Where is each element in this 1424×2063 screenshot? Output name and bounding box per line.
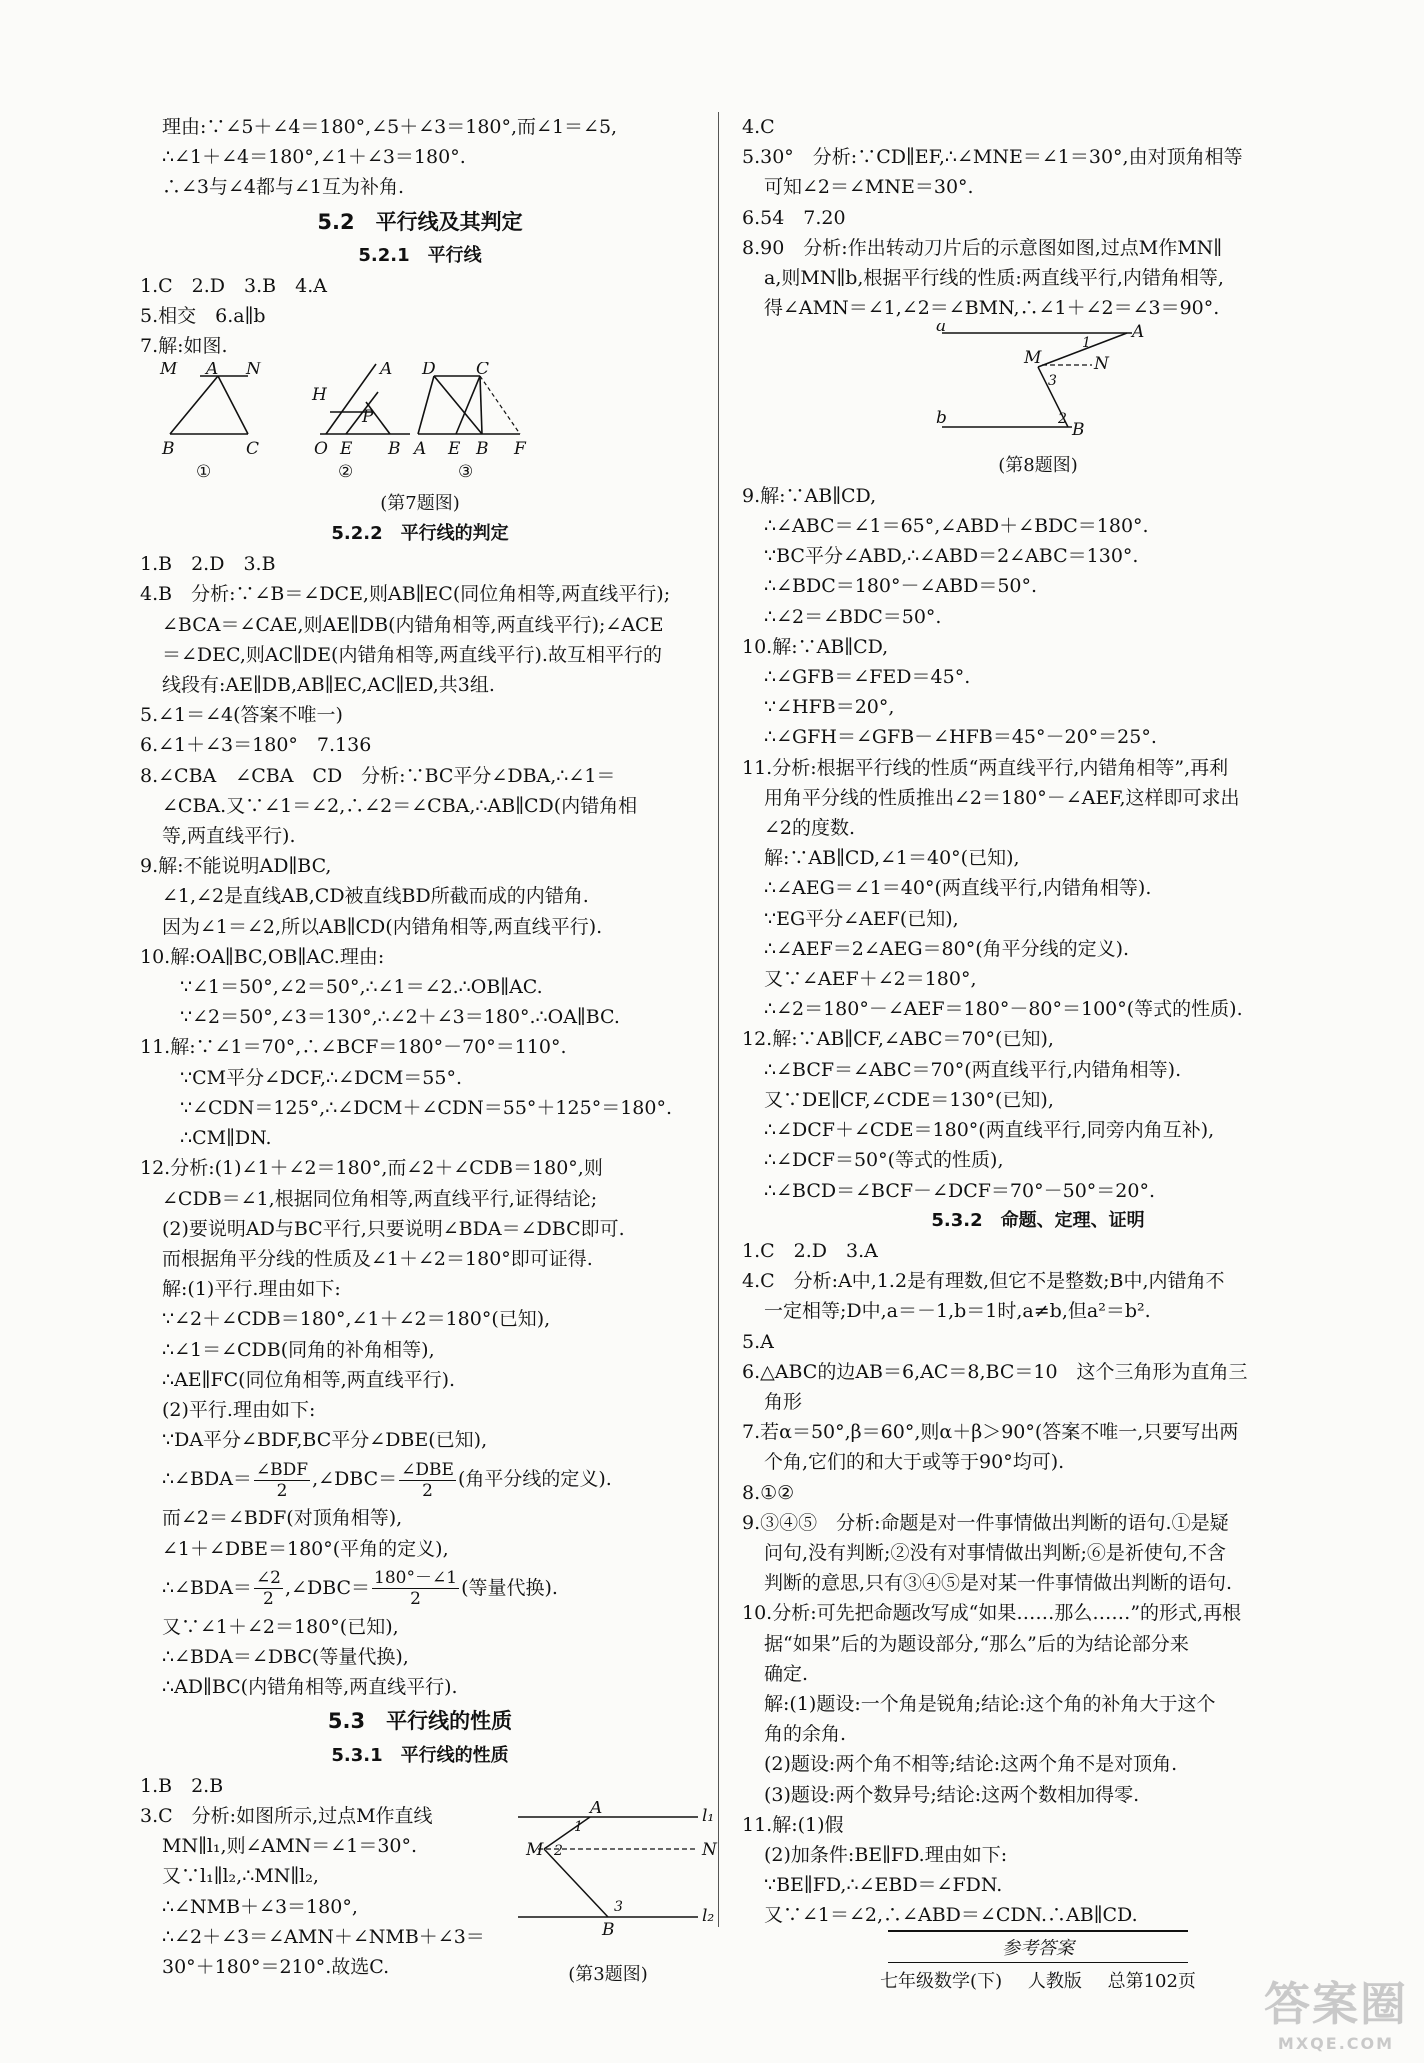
figure-8 — [742, 323, 1334, 480]
text-line: 1.B 2.B — [140, 1774, 224, 1797]
figure-3-diagram — [518, 1801, 718, 1951]
svg-text:③: ③ — [458, 461, 474, 480]
block-top — [140, 112, 700, 203]
text-line: 12.解:∵AB∥CF,∠ABC＝70°(已知), — [742, 1028, 1054, 1051]
figure-8-diagram — [742, 323, 1334, 441]
text-line: a,则MN∥b,根据平行线的性质:两直线平行,内错角相等, — [764, 267, 1224, 290]
svg-text:2: 2 — [554, 1842, 563, 1859]
text-line: 角形 — [764, 1390, 803, 1413]
svg-text:N: N — [702, 1839, 717, 1860]
svg-text:C: C — [246, 438, 260, 459]
text-line: 8.∠CBA ∠CBA CD 分析:∵BC平分∠DBA,∴∠1＝ — [140, 764, 616, 787]
text-line: 9.③④⑤ 分析:命题是对一件事情做出判断的语句.①是疑 — [742, 1511, 1229, 1534]
svg-text:N: N — [1094, 354, 1109, 375]
text-line: 6.∠1＋∠3＝180° 7.136 — [140, 734, 372, 757]
text-line: 12.分析:(1)∠1＋∠2＝180°,而∠2＋∠CDB＝180°,则 — [140, 1157, 603, 1180]
text-line: ∵EG平分∠AEF(已知), — [764, 907, 959, 930]
svg-text:H: H — [312, 384, 327, 405]
text-line: ∴CM∥DN. — [180, 1127, 272, 1150]
figure-3 — [518, 1801, 718, 1990]
text-line: 而∠2＝∠BDF(对顶角相等), — [162, 1507, 403, 1530]
text-line: 又∵DE∥CF,∠CDE＝130°(已知), — [764, 1088, 1054, 1111]
section-title-5-3: 5.3 平行线的性质 — [327, 1709, 513, 1734]
text-line: ∴∠BCD＝∠BCF－∠DCF＝70°－50°＝20°. — [764, 1179, 1155, 1202]
svg-text:①: ① — [196, 461, 212, 480]
text-line: (2)要说明AD与BC平行,只要说明∠BDA＝∠DBC即可. — [162, 1217, 625, 1240]
text-line: 10.解:OA∥BC,OB∥AC.理由: — [140, 945, 385, 968]
svg-text:N: N — [246, 361, 261, 379]
svg-text:A: A — [380, 361, 393, 379]
footer-grade: 七年级数学(下) — [880, 1971, 1003, 1992]
svg-text:2: 2 — [1058, 411, 1067, 428]
text-line: ＝∠DEC,则AC∥DE(内错角相等,两直线平行).故互相平行的 — [162, 643, 662, 666]
text-line: ∵∠HFB＝20°, — [764, 696, 895, 719]
svg-text:A: A — [206, 361, 219, 379]
footer-edition: 人教版 — [1027, 1971, 1082, 1992]
text-line: 7.若α＝50°,β＝60°,则α＋β＞90°(答案不唯一,只要写出两 — [742, 1421, 1239, 1444]
text-line: 4.B 分析:∵∠B＝∠DCE,则AB∥EC(同位角相等,两直线平行); — [140, 583, 671, 606]
text-line: 5.∠1＝∠4(答案不唯一) — [140, 704, 343, 727]
svg-text:A: A — [1132, 323, 1145, 343]
svg-text:E: E — [448, 438, 461, 459]
text-line: (2)平行.理由如下: — [162, 1398, 316, 1421]
text-line: ∠BCA＝∠CAE,则AE∥DB(内错角相等,两直线平行);∠ACE — [162, 613, 664, 636]
text-line: 5.相交 6.a∥b — [140, 305, 266, 328]
text-line: ∴AD∥BC(内错角相等,两直线平行). — [162, 1676, 458, 1699]
text-line: 又∵∠AEF＋∠2＝180°, — [764, 968, 977, 991]
text-line: ∴∠ABC＝∠1＝65°,∠ABD＋∠BDC＝180°. — [764, 515, 1149, 538]
right-column — [742, 112, 1334, 1931]
watermark-site: MXQE.COM — [1277, 2034, 1395, 2053]
text-line: ∴∠2＝180°－∠AEF＝180°－80°＝100°(等式的性质). — [764, 998, 1243, 1021]
figure-7 — [140, 362, 700, 519]
text-line: MN∥l₁,则∠AMN＝∠1＝30°. — [162, 1835, 418, 1858]
text-line: 角的余角. — [764, 1723, 847, 1746]
text-line: ∴∠2＋∠3＝∠AMN＋∠NMB＋∠3＝ — [162, 1925, 485, 1948]
text-line: 8.90 分析:作出转动刀片后的示意图如图,过点M作MN∥ — [742, 236, 1223, 259]
text-line: 而根据角平分线的性质及∠1＋∠2＝180°即可证得. — [162, 1247, 593, 1270]
figure-8-caption: (第8题图) — [998, 454, 1078, 476]
svg-text:l₂: l₂ — [702, 1905, 715, 1926]
text-line: ∴∠BCF＝∠ABC＝70°(两直线平行,内错角相等). — [764, 1058, 1182, 1081]
text-line: ∴∠3与∠4都与∠1互为补角. — [162, 176, 405, 199]
svg-text:l₁: l₁ — [702, 1805, 715, 1826]
fraction-line-2: ∴∠BDA＝ $\frac{\angle 2}{2}$ ,∠DBC＝ $\frac{180^\circ-\angle 1}{2}$ (等量代换). — [162, 1568, 558, 1610]
svg-text:M: M — [1024, 348, 1042, 369]
text-line: 确定. — [764, 1662, 809, 1685]
text-line: ∵CM平分∠DCF,∴∠DCM＝55°. — [180, 1066, 462, 1089]
text-line: ∠2的度数. — [764, 817, 856, 840]
text-line: 线段有:AE∥DB,AB∥EC,AC∥ED,共3组. — [162, 674, 495, 697]
text-line: 用角平分线的性质推出∠2＝180°－∠AEF,这样即可求出 — [764, 786, 1240, 809]
text-line: ∵∠1＝50°,∠2＝50°,∴∠1＝∠2.∴OB∥AC. — [180, 976, 543, 999]
text-line: 8.①② — [742, 1481, 795, 1504]
text-line: 5.30° 分析:∵CD∥EF,∴∠MNE＝∠1＝30°,由对顶角相等 — [742, 146, 1243, 169]
text-line: 11.解:∵∠1＝70°,∴∠BCF＝180°－70°＝110°. — [140, 1036, 567, 1059]
text-line: 解:(1)平行.理由如下: — [162, 1278, 341, 1301]
svg-text:A: A — [590, 1800, 603, 1818]
section-title-5-2: 5.2 平行线及其判定 — [317, 209, 523, 234]
text-line: 解:(1)题设:一个角是锐角;结论:这个角的补角大于这个 — [764, 1692, 1216, 1715]
svg-text:B: B — [1072, 420, 1085, 441]
figure-7-caption: (第7题图) — [380, 492, 460, 514]
text-line: ∵∠2＋∠CDB＝180°,∠1＋∠2＝180°(已知), — [162, 1308, 551, 1331]
text-line: 7.解:如图. — [140, 335, 228, 358]
text-line: 一定相等;D中,a＝－1,b＝1时,a≠b,但a²＝b². — [764, 1300, 1151, 1323]
text-line: 1.C 2.D 3.B 4.A — [140, 275, 327, 298]
footer-title: 参考答案 — [888, 1930, 1188, 1963]
text-line: 理由:∵∠5＋∠4＝180°,∠5＋∠3＝180°,而∠1＝∠5, — [162, 116, 618, 138]
figure-3-caption: (第3题图) — [568, 1963, 648, 1985]
text-line: ∴∠AEF＝2∠AEG＝80°(角平分线的定义). — [764, 937, 1130, 960]
svg-text:D: D — [422, 361, 436, 379]
subsection-title-5-3-1: 5.3.1 平行线的性质 — [331, 1744, 509, 1766]
text-line: ∴∠GFB＝∠FED＝45°. — [764, 666, 971, 689]
svg-text:B: B — [476, 438, 489, 459]
text-line: 30°＋180°＝210°.故选C. — [162, 1955, 390, 1978]
figure-7-diagram — [140, 362, 700, 480]
subsection-title-5-2-1: 5.2.1 平行线 — [358, 244, 482, 266]
svg-text:E: E — [340, 438, 353, 459]
footer-page-number: 总第102页 — [1107, 1971, 1196, 1992]
text-line: 6.△ABC的边AB＝6,AC＝8,BC＝10 这个三角形为直角三 — [742, 1360, 1248, 1383]
svg-text:O: O — [314, 438, 328, 459]
svg-text:C: C — [476, 361, 490, 379]
text-line: 6.54 7.20 — [742, 206, 846, 229]
text-line: ∠1,∠2是直线AB,CD被直线BD所截而成的内错角. — [162, 885, 589, 908]
text-line: 又∵l₁∥l₂,∴MN∥l₂, — [162, 1865, 319, 1888]
text-line: 据“如果”后的为题设部分,“那么”后的为结论部分来 — [764, 1632, 1189, 1655]
text-line: (2)加条件:BE∥FD.理由如下: — [764, 1843, 1008, 1866]
svg-text:B: B — [162, 438, 175, 459]
text-line: ∠CBA.又∵∠1＝∠2,∴∠2＝∠CBA,∴AB∥CD(内错角相 — [162, 794, 638, 817]
text-line: ∴∠NMB＋∠3＝180°, — [162, 1895, 358, 1918]
text-line: ∴∠DCF＝50°(等式的性质), — [764, 1149, 1004, 1172]
fraction-line-1: ∴∠BDA＝ $\frac{\text{∠BDF}}{2}$ ,∠DBC＝ $\frac{\text{∠DBE}}{2}$ (角平分线的定义). — [162, 1459, 612, 1501]
svg-text:B: B — [602, 1919, 615, 1940]
text-line: 解:∵AB∥CD,∠1＝40°(已知), — [764, 847, 1020, 870]
text-line: 9.解:不能说明AD∥BC, — [140, 855, 332, 878]
subsection-title-5-3-2: 5.3.2 命题、定理、证明 — [931, 1209, 1145, 1231]
text-line: ∴∠AEG＝∠1＝40°(两直线平行,内错角相等). — [764, 877, 1152, 900]
footer-info — [742, 1967, 1334, 1993]
svg-text:A: A — [414, 438, 427, 459]
text-line: 3.C 分析:如图所示,过点M作直线 — [140, 1804, 433, 1827]
text-line: 9.解:∵AB∥CD, — [742, 484, 877, 507]
svg-text:M: M — [160, 361, 178, 379]
text-line: 等,两直线平行). — [162, 825, 296, 848]
text-line: (3)题设:两个数异号;结论:这两个数相加得零. — [764, 1783, 1140, 1806]
text-line: 5.A — [742, 1330, 774, 1353]
text-line: 个角,它们的和大于或等于90°均可). — [764, 1451, 1065, 1474]
text-line: 可知∠2＝∠MNE＝30°. — [764, 176, 974, 199]
text-line: ∵∠CDN＝125°,∴∠DCM＋∠CDN＝55°＋125°＝180°. — [180, 1096, 673, 1119]
watermark-logo — [1264, 1968, 1408, 2053]
text-line: 又∵∠1＝∠2,∴∠ABD＝∠CDN.∴AB∥CD. — [764, 1904, 1138, 1927]
text-line: ∴∠GFH＝∠GFB－∠HFB＝45°－20°＝25°. — [764, 726, 1157, 749]
svg-text:1: 1 — [574, 1818, 583, 1835]
svg-text:3: 3 — [614, 1898, 623, 1915]
text-line: 问句,没有判断;②没有对事情做出判断;⑥是祈使句,不含 — [764, 1541, 1226, 1564]
text-line: 4.C 分析:A中,1.2是有理数,但它不是整数;B中,内错角不 — [742, 1270, 1225, 1293]
text-line: 10.解:∵AB∥CD, — [742, 635, 889, 658]
watermark-text: 答案圈 — [1264, 1977, 1408, 2031]
column-divider — [718, 112, 719, 1927]
page-footer — [742, 1930, 1334, 1993]
text-line: ∴∠2＝∠BDC＝50°. — [764, 605, 942, 628]
text-line: 1.B 2.D 3.B — [140, 553, 276, 576]
svg-text:1: 1 — [1082, 335, 1091, 352]
text-line: ∴∠BDC＝180°－∠ABD＝50°. — [764, 575, 1038, 598]
text-line: 10.分析:可先把命题改写成“如果……那么……”的形式,再根 — [742, 1602, 1242, 1625]
text-line: 因为∠1＝∠2,所以AB∥CD(内错角相等,两直线平行). — [162, 915, 603, 938]
svg-text:②: ② — [338, 461, 354, 480]
text-line: ∵BC平分∠ABD,∴∠ABD＝2∠ABC＝130°. — [764, 545, 1139, 568]
text-line: (2)题设:两个角不相等;结论:这两个角不是对顶角. — [764, 1753, 1178, 1776]
text-line: ∴∠DCF＋∠CDE＝180°(两直线平行,同旁内角互补), — [764, 1119, 1215, 1142]
svg-text:M: M — [526, 1839, 544, 1860]
text-line: ∠1＋∠DBE＝180°(平角的定义), — [162, 1537, 449, 1560]
svg-text:b: b — [936, 408, 947, 429]
text-line: ∠CDB＝∠1,根据同位角相等,两直线平行,证得结论; — [162, 1187, 598, 1210]
text-line: ∴AE∥FC(同位角相等,两直线平行). — [162, 1368, 456, 1391]
left-column — [140, 112, 717, 1985]
text-line: 4.C — [742, 116, 775, 138]
text-line: ∵∠2＝50°,∠3＝130°,∴∠2＋∠3＝180°.∴OA∥BC. — [180, 1006, 620, 1029]
text-line: ∴∠BDA＝∠DBC(等量代换), — [162, 1645, 409, 1668]
block-5-3-1 — [140, 1771, 717, 1985]
svg-text:P: P — [362, 406, 374, 427]
text-line: 11.解:(1)假 — [742, 1813, 844, 1836]
text-line: ∴∠1＝∠CDB(同角的补角相等), — [162, 1338, 435, 1361]
text-line: 又∵∠1＋∠2＝180°(已知), — [162, 1615, 399, 1638]
text-line: ∵DA平分∠BDF,BC平分∠DBE(已知), — [162, 1429, 488, 1452]
svg-text:3: 3 — [1048, 373, 1057, 390]
text-line: 判断的意思,只有③④⑤是对某一件事情做出判断的语句. — [764, 1572, 1233, 1595]
text-line: 11.分析:根据平行线的性质“两直线平行,内错角相等”,再利 — [742, 756, 1229, 779]
text-line: ∴∠1＋∠4＝180°,∠1＋∠3＝180°. — [162, 146, 466, 169]
text-line: ∵BE∥FD,∴∠EBD＝∠FDN. — [764, 1874, 1003, 1897]
svg-text:B: B — [388, 438, 401, 459]
svg-text:F: F — [514, 438, 526, 459]
svg-text:a: a — [936, 323, 947, 337]
text-line: 得∠AMN＝∠1,∠2＝∠BMN,∴∠1＋∠2＝∠3＝90°. — [764, 297, 1220, 320]
text-line: 1.C 2.D 3.A — [742, 1239, 878, 1262]
subsection-title-5-2-2: 5.2.2 平行线的判定 — [331, 523, 509, 545]
